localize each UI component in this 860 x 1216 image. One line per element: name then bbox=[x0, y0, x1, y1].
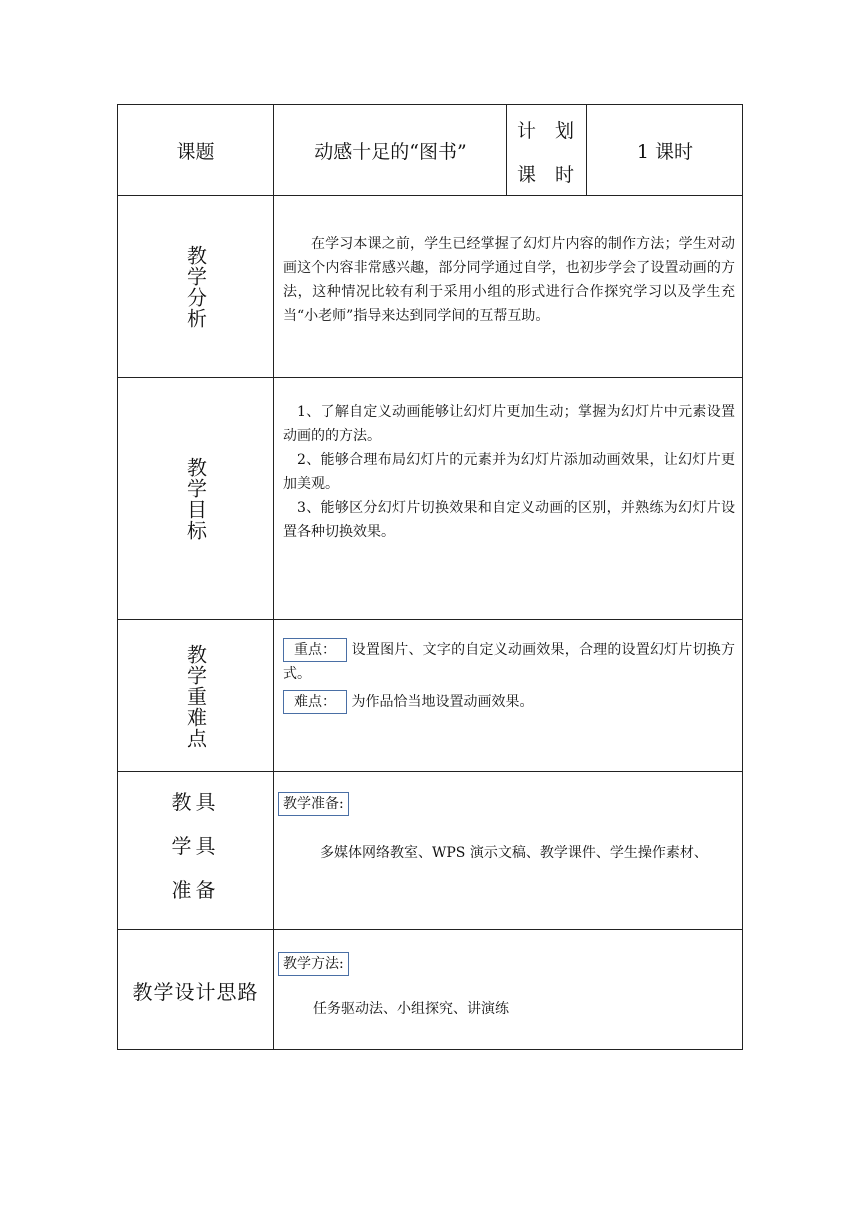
keypoints-label: 教学重难点 bbox=[183, 643, 208, 749]
goals-label-cell bbox=[117, 378, 274, 620]
tools-label-2: 学具 bbox=[171, 834, 220, 858]
table-border-right bbox=[742, 104, 743, 1050]
design-label: 教学设计思路 bbox=[132, 979, 259, 1004]
tools-tag: 教学准备: bbox=[278, 792, 349, 816]
plan-label bbox=[507, 104, 587, 196]
plan-label-top: 计 划 bbox=[517, 120, 575, 142]
tools-tag-wrap bbox=[278, 792, 349, 816]
design-tag-wrap bbox=[278, 952, 349, 976]
analysis-label-cell bbox=[117, 196, 274, 378]
key-tag: 重点： bbox=[283, 638, 347, 662]
design-tag: 教学方法: bbox=[278, 952, 349, 976]
analysis-text: 在学习本课之前，学生已经掌握了幻灯片内容的制作方法；学生对动画这个内容非常感兴趣，部分同学通过自学，也初步学会了设置动画的方法，这种情况比较有利于采用小组的形式进行合作探究学习以及学生充当“小老师”指导来达到同学间的互帮互助。 bbox=[283, 236, 735, 324]
tools-label-3: 准备 bbox=[171, 878, 220, 902]
goals-label: 教学目标 bbox=[183, 457, 208, 541]
design-text: 任务驱动法、小组探究、讲演练 bbox=[313, 1001, 509, 1017]
tools-text: 多媒体网络教室、WPS 演示文稿、教学课件、学生操作素材、 bbox=[320, 845, 708, 861]
tools-label-1: 教具 bbox=[171, 790, 220, 814]
difficulty-tag: 难点： bbox=[283, 690, 347, 714]
difficulty-text: 为作品恰当地设置动画效果。 bbox=[351, 694, 534, 710]
key-text: 设置图片、文字的自定义动画效果，合理的设置幻灯片切换方式。 bbox=[283, 642, 735, 682]
plan-label-bottom: 课 时 bbox=[517, 164, 575, 186]
lesson-plan-table bbox=[117, 104, 743, 1050]
difficulty-point bbox=[283, 690, 735, 714]
goals-list bbox=[283, 400, 735, 544]
key-point bbox=[283, 638, 735, 686]
topic-value: 动感十足的“图书” bbox=[314, 140, 467, 163]
tools-label-cell bbox=[117, 772, 274, 930]
goal-item: 1、了解自定义动画能够让幻灯片更加生动；掌握为幻灯片中元素设置动画的的方法。 bbox=[283, 404, 735, 444]
hours-value: 1 课时 bbox=[636, 140, 694, 163]
keypoints-content bbox=[283, 638, 735, 714]
goal-item: 3、能够区分幻灯片切换效果和自定义动画的区别，并熟练为幻灯片设置各种切换效果。 bbox=[283, 500, 735, 540]
analysis-label: 教学分析 bbox=[183, 245, 208, 329]
topic-label: 课题 bbox=[176, 140, 215, 163]
keypoints-label-cell bbox=[117, 620, 274, 772]
goal-item: 2、能够合理布局幻灯片的元素并为幻灯片添加动画效果，让幻灯片更加美观。 bbox=[283, 452, 735, 492]
